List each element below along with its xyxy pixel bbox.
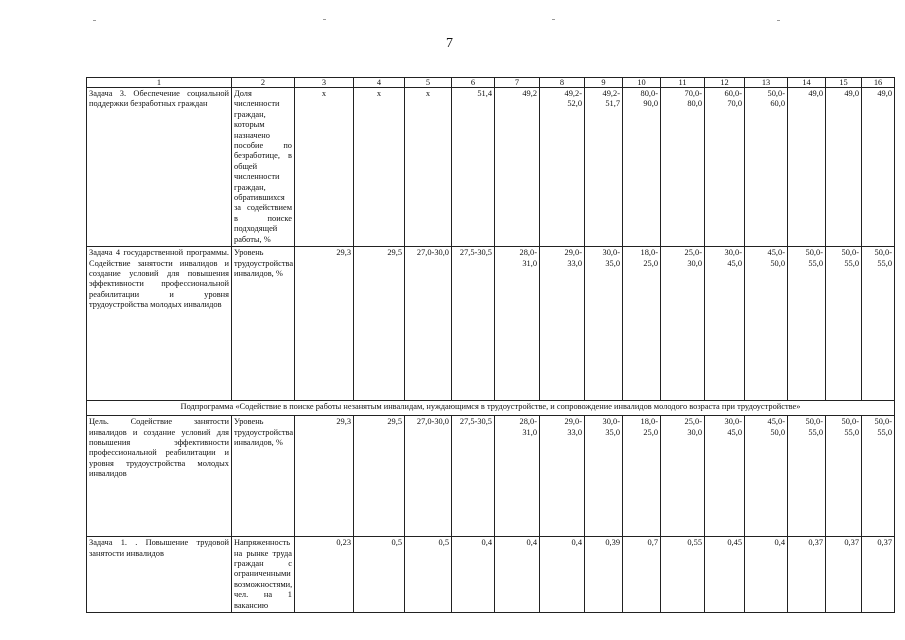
value-cell: 45,0- 50,0 — [745, 247, 788, 401]
value-cell: 0,55 — [661, 537, 705, 613]
header-cell: 7 — [495, 78, 540, 88]
header-cell: 15 — [826, 78, 862, 88]
scan-speck — [552, 19, 555, 20]
value-cell: 18,0- 25,0 — [623, 247, 661, 401]
value-cell: 0,5 — [354, 537, 405, 613]
value-cell: 25,0- 30,0 — [661, 416, 705, 537]
value-cell: 49,2 — [495, 88, 540, 247]
value-cell: 28,0- 31,0 — [495, 416, 540, 537]
value-cell: 29,0- 33,0 — [540, 247, 585, 401]
header-cell: 9 — [585, 78, 623, 88]
table-row — [87, 416, 895, 537]
value-cell: 27,5-30,5 — [452, 247, 495, 401]
subprogram-row — [87, 401, 895, 416]
value-cell: 27,0-30,0 — [405, 416, 452, 537]
table-row — [87, 247, 895, 401]
header-cell: 13 — [745, 78, 788, 88]
value-cell: 30,0- 35,0 — [585, 416, 623, 537]
value-cell: 29,5 — [354, 416, 405, 537]
value-cell: 0,37 — [788, 537, 826, 613]
header-cell: 11 — [661, 78, 705, 88]
value-cell: 80,0- 90,0 — [623, 88, 661, 247]
scan-speck — [93, 20, 96, 21]
value-cell: 49,0 — [862, 88, 895, 247]
value-cell: 50,0- 55,0 — [826, 247, 862, 401]
value-cell: 49,0 — [788, 88, 826, 247]
value-cell: 50,0- 55,0 — [788, 247, 826, 401]
value-cell: 0,39 — [585, 537, 623, 613]
header-cell: 10 — [623, 78, 661, 88]
value-cell: 0,4 — [452, 537, 495, 613]
value-cell: 60,0- 70,0 — [705, 88, 745, 247]
scan-speck — [323, 19, 326, 20]
value-cell: 49,0 — [826, 88, 862, 247]
header-cell: 2 — [232, 78, 295, 88]
indicator-cell: Уровень трудоустройства инвалидов, % — [232, 247, 295, 401]
value-cell: 29,0- 33,0 — [540, 416, 585, 537]
value-cell: 50,0- 55,0 — [826, 416, 862, 537]
header-cell: 4 — [354, 78, 405, 88]
task-cell: Задача 3. Обеспечение социальной поддержки безработных граждан — [87, 88, 232, 247]
value-cell: 51,4 — [452, 88, 495, 247]
value-cell: 50,0- 60,0 — [745, 88, 788, 247]
header-cell: 3 — [295, 78, 354, 88]
value-cell: 28,0- 31,0 — [495, 247, 540, 401]
subprogram-title: Подпрограмма «Содействие в поиске работы незанятым инвалидам, нуждающимся в трудоустройстве, и сопровождение инвалидов молодого возраста при трудоустройстве» — [87, 401, 895, 416]
value-cell: 50,0- 55,0 — [788, 416, 826, 537]
header-cell: 5 — [405, 78, 452, 88]
task-cell: Задача 1. . Повышение трудовой занятости инвалидов — [87, 537, 232, 613]
value-cell: 0,23 — [295, 537, 354, 613]
value-cell: 30,0- 45,0 — [705, 416, 745, 537]
value-cell: 30,0- 35,0 — [585, 247, 623, 401]
column-number-row — [87, 78, 895, 88]
value-cell: 18,0- 25,0 — [623, 416, 661, 537]
value-cell: x — [354, 88, 405, 247]
indicator-cell: Напряженность на рынке труда граждан с ограниченными возможностями, чел. на 1 вакансию — [232, 537, 295, 613]
value-cell: 49,2- 51,7 — [585, 88, 623, 247]
header-cell: 1 — [87, 78, 232, 88]
value-cell: 0,4 — [540, 537, 585, 613]
value-cell: 0,37 — [862, 537, 895, 613]
value-cell: 27,0-30,0 — [405, 247, 452, 401]
scan-speck — [777, 20, 780, 21]
indicators-table — [86, 77, 895, 613]
task-cell: Задача 4 государственной программы. Содействие занятости инвалидов и создание условий для повышения эффективности профессиональной реабилитации и уровня трудоустройства молодых инвалидов — [87, 247, 232, 401]
value-cell: 0,37 — [826, 537, 862, 613]
value-cell: 49,2- 52,0 — [540, 88, 585, 247]
value-cell: 0,45 — [705, 537, 745, 613]
header-cell: 8 — [540, 78, 585, 88]
indicator-cell: Доля численности граждан, которым назначено пособие по безработице, в общей численности граждан, обратившихся за содействием в поиске подходящей работы, % — [232, 88, 295, 247]
value-cell: 29,3 — [295, 416, 354, 537]
value-cell: 25,0- 30,0 — [661, 247, 705, 401]
page-number: 7 — [446, 36, 453, 51]
value-cell: 27,5-30,5 — [452, 416, 495, 537]
header-cell: 16 — [862, 78, 895, 88]
value-cell: 29,5 — [354, 247, 405, 401]
task-cell: Цель. Содействие занятости инвалидов и создание условий для повышения эффективности профессиональной реабилитации и уровня трудоустройства молодых инвалидов — [87, 416, 232, 537]
header-cell: 6 — [452, 78, 495, 88]
table-row — [87, 537, 895, 613]
value-cell: x — [405, 88, 452, 247]
value-cell: 0,4 — [495, 537, 540, 613]
value-cell: 50,0- 55,0 — [862, 247, 895, 401]
indicator-cell: Уровень трудоустройства инвалидов, % — [232, 416, 295, 537]
value-cell: x — [295, 88, 354, 247]
value-cell: 29,3 — [295, 247, 354, 401]
table-row — [87, 88, 895, 247]
header-cell: 14 — [788, 78, 826, 88]
value-cell: 0,4 — [745, 537, 788, 613]
value-cell: 0,7 — [623, 537, 661, 613]
value-cell: 0,5 — [405, 537, 452, 613]
value-cell: 30,0- 45,0 — [705, 247, 745, 401]
value-cell: 45,0- 50,0 — [745, 416, 788, 537]
header-cell: 12 — [705, 78, 745, 88]
value-cell: 70,0- 80,0 — [661, 88, 705, 247]
value-cell: 50,0- 55,0 — [862, 416, 895, 537]
